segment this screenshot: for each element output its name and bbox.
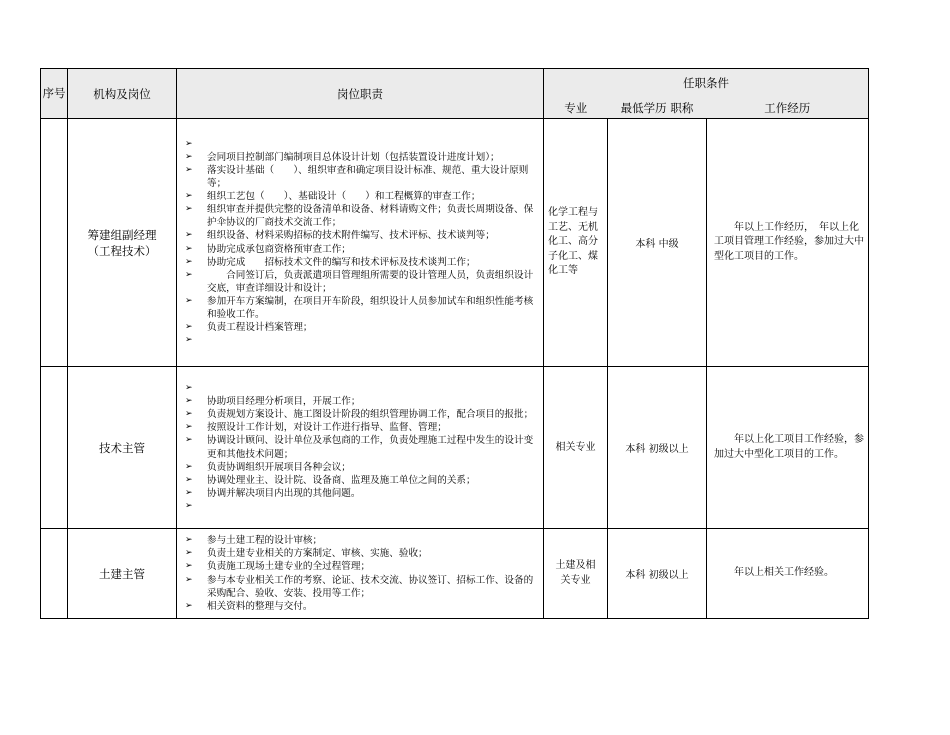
arrowhead-bullet-icon: ➢	[185, 164, 193, 175]
position-subtitle: （工程技术）	[87, 243, 157, 258]
duty-item	[185, 574, 539, 600]
arrowhead-bullet-icon: ➢	[185, 383, 193, 394]
duty-item	[185, 461, 539, 474]
duty-item	[185, 321, 539, 334]
header-experience: 工作经历	[707, 96, 869, 119]
duty-text: 组织工艺包（ ）、基础设计（ ）和工程概算的审查工作；	[207, 191, 481, 203]
arrowhead-bullet-icon: ➢	[185, 535, 193, 546]
duty-text: 负责土建专业相关的方案制定、审核、实施、验收；	[207, 548, 428, 560]
duty-item	[185, 474, 539, 487]
duty-text: 组织审查并提供完整的设备清单和设备、材料请购文件；负责长周期设备、保护伞协议的厂商技术交流工作；	[207, 204, 534, 229]
major-cell: 相关专业	[544, 367, 608, 529]
position-title: 土建主管	[99, 566, 145, 581]
duty-item	[185, 600, 539, 613]
duty-text: 负责协调组织开展项目各种会议；	[207, 461, 351, 473]
duty-text: 相关资料的整理与交付。	[207, 600, 313, 612]
duty-item	[185, 229, 539, 242]
table-row	[41, 529, 869, 619]
job-responsibilities-table	[40, 68, 869, 619]
duty-item	[185, 138, 539, 151]
duty-text: 协调处理业主、设计院、设备商、监理及施工单位之间的关系；	[207, 474, 476, 486]
duties-cell	[177, 529, 544, 619]
duty-text: 负责工程设计档案管理；	[207, 322, 313, 334]
duty-text: 落实设计基础（ ）、组织审查和确定项目设计标准、规范、重大设计原则等；	[207, 164, 529, 190]
experience-cell: 年以上相关工作经验。	[707, 529, 869, 619]
duty-text: 协助完成承包商资格预审查工作；	[207, 243, 351, 255]
duty-item	[185, 190, 539, 203]
duty-text: 合同签订后，负责派遣项目管理组所需要的设计管理人员，负责组织设计交底，审查详细设计和设计；	[207, 269, 534, 294]
table-row	[41, 119, 869, 367]
seq-cell	[41, 119, 68, 367]
duty-item	[185, 334, 539, 347]
duty-text: 协助完成 招标技术文件的编写和技术评标及技术谈判工作；	[207, 256, 476, 268]
arrowhead-bullet-icon: ➢	[185, 396, 193, 407]
duty-text: 参加开车方案编制，在项目开车阶段，组织设计人员参加试车和组织性能考核和验收工作。	[207, 295, 534, 320]
duty-text: 协助项目经理分析项目，开展工作；	[207, 396, 361, 408]
education-cell: 本科 中级	[608, 119, 707, 367]
position-cell	[68, 529, 177, 619]
arrowhead-bullet-icon: ➢	[185, 474, 193, 485]
duty-item	[185, 547, 539, 560]
arrowhead-bullet-icon: ➢	[185, 230, 193, 241]
arrowhead-bullet-icon: ➢	[185, 256, 193, 267]
education-cell: 本科 初级以上	[608, 367, 707, 529]
duties-cell	[177, 367, 544, 529]
position-title: 筹建组副经理	[87, 227, 157, 242]
duties-list	[177, 138, 543, 348]
duty-item	[185, 269, 539, 295]
duty-item	[185, 421, 539, 434]
major-cell: 化学工程与工艺、无机化工、高分子化工、煤化工等	[544, 119, 608, 367]
duty-item	[185, 534, 539, 547]
arrowhead-bullet-icon: ➢	[185, 191, 193, 202]
arrowhead-bullet-icon: ➢	[185, 243, 193, 254]
experience-cell: 年以上化工项目工作经验，参加过大中型化工项目的工作。	[707, 367, 869, 529]
duties-cell	[177, 119, 544, 367]
arrowhead-bullet-icon: ➢	[185, 204, 193, 215]
arrowhead-bullet-icon: ➢	[185, 322, 193, 333]
duty-item	[185, 256, 539, 269]
duty-text: 协调并解决项目内出现的其他问题。	[207, 487, 361, 499]
position-cell	[68, 367, 177, 529]
duties-list	[177, 382, 543, 513]
duty-item	[185, 500, 539, 513]
arrowhead-bullet-icon: ➢	[185, 435, 193, 446]
duty-item	[185, 164, 539, 190]
duty-item	[185, 151, 539, 164]
arrowhead-bullet-icon: ➢	[185, 574, 193, 585]
duty-item	[185, 295, 539, 321]
header-duties: 岗位职责	[177, 69, 544, 119]
duty-text: 按照设计工作计划，对设计工作进行指导、监督、管理；	[207, 422, 447, 434]
duty-text: 负责规划方案设计、施工图设计阶段的组织管理协调工作，配合项目的报批；	[207, 409, 534, 421]
position-title: 技术主管	[99, 440, 145, 455]
duty-text: 负责施工现场土建专业的全过程管理；	[207, 561, 371, 573]
duty-item	[185, 408, 539, 421]
arrowhead-bullet-icon: ➢	[185, 151, 193, 162]
arrowhead-bullet-icon: ➢	[185, 461, 193, 472]
duty-item	[185, 243, 539, 256]
seq-cell	[41, 367, 68, 529]
experience-cell: 年以上工作经历， 年以上化工项目管理工作经验，参加过大中型化工项目的工作。	[707, 119, 869, 367]
arrowhead-bullet-icon: ➢	[185, 295, 193, 306]
arrowhead-bullet-icon: ➢	[185, 269, 193, 280]
arrowhead-bullet-icon: ➢	[185, 409, 193, 420]
duty-item	[185, 203, 539, 229]
arrowhead-bullet-icon: ➢	[185, 335, 193, 346]
header-education: 最低学历 职称	[608, 96, 707, 119]
major-cell: 土建及相关专业	[544, 529, 608, 619]
arrowhead-bullet-icon: ➢	[185, 487, 193, 498]
arrowhead-bullet-icon: ➢	[185, 548, 193, 559]
duty-item	[185, 487, 539, 500]
arrowhead-bullet-icon: ➢	[185, 561, 193, 572]
seq-cell	[41, 529, 68, 619]
duties-list	[177, 534, 543, 613]
arrowhead-bullet-icon: ➢	[185, 422, 193, 433]
arrowhead-bullet-icon: ➢	[185, 600, 193, 611]
header-org-position: 机构及岗位	[68, 69, 177, 119]
table-row	[41, 367, 869, 529]
education-cell: 本科 初级以上	[608, 529, 707, 619]
duty-item	[185, 434, 539, 460]
duty-item	[185, 560, 539, 573]
table-header-row-1	[41, 69, 869, 97]
duty-text: 协调设计顾问、设计单位及承包商的工作，负责处理施工过程中发生的设计变更和其他技术问题；	[207, 435, 534, 460]
header-seq: 序号	[41, 69, 68, 119]
duty-item	[185, 382, 539, 395]
header-major: 专业	[544, 96, 608, 119]
duty-item	[185, 395, 539, 408]
duty-text: 参与土建工程的设计审核；	[207, 535, 323, 547]
duty-text: 组织设备、材料采购招标的技术附件编写、技术评标、技术谈判等；	[207, 230, 495, 242]
position-cell	[68, 119, 177, 367]
arrowhead-bullet-icon: ➢	[185, 500, 193, 511]
duty-text: 参与本专业相关工作的考察、论证、技术交流、协议签订、招标工作、设备的采购配合、验收、安装、投用等工作；	[207, 574, 534, 599]
arrowhead-bullet-icon: ➢	[185, 138, 193, 149]
duty-text: 会同项目控制部门编制项目总体设计计划（包括装置设计进度计划）；	[207, 151, 500, 163]
header-requirements: 任职条件	[544, 69, 869, 97]
